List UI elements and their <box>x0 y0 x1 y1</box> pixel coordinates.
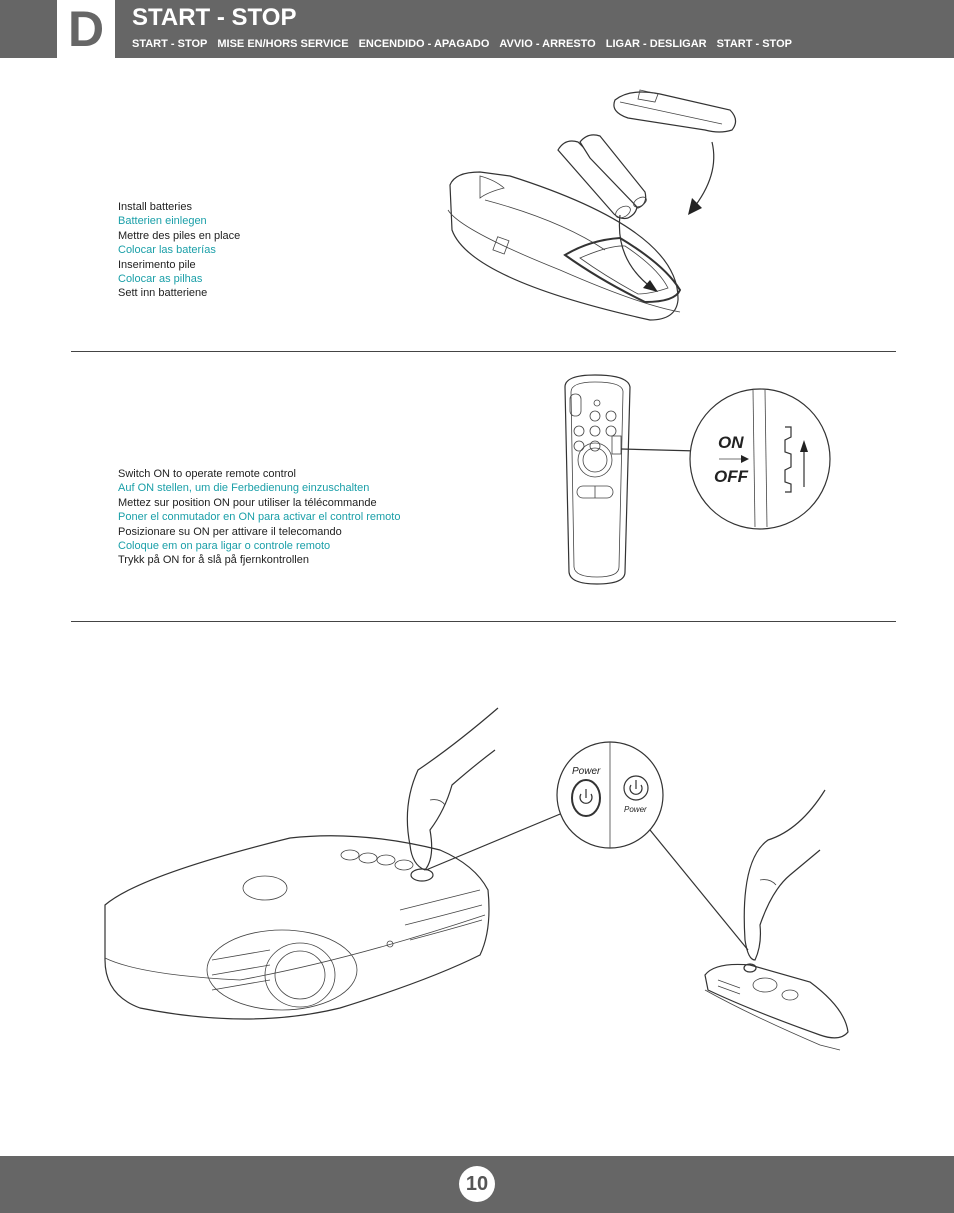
subtitle-it: AVVIO - ARRESTO <box>499 38 596 50</box>
remote-power-label: Power <box>624 805 647 814</box>
divider-1 <box>71 351 896 352</box>
remote-switch-illustration <box>555 372 895 587</box>
power-on-illustration <box>100 690 860 1060</box>
step1-instructions <box>118 200 240 301</box>
step2-instructions <box>118 467 400 568</box>
step1-line-fr: Mettre des piles en place <box>118 229 241 242</box>
projector-power-label: Power <box>572 766 601 777</box>
page-title: START - STOP <box>132 4 297 31</box>
projector-icon <box>105 836 489 1019</box>
subtitle-en: START - STOP <box>132 38 208 50</box>
step2-line-en: Switch ON to operate remote control <box>118 468 296 480</box>
step1-line-de: Batterien einlegen <box>118 215 207 228</box>
step1-line-pt: Colocar as pilhas <box>118 273 203 286</box>
section-letter-box <box>57 0 115 58</box>
step2-line-de: Auf ON stellen, um die Ferbedienung einzuschalten <box>118 482 370 495</box>
step2-line-es: Poner el conmutador en ON para activar el control remoto <box>118 511 401 524</box>
section-letter: D <box>67 1 105 57</box>
step1-line-en: Install batteries <box>118 201 192 213</box>
subtitle-no: START - STOP <box>716 38 792 50</box>
step1-line-it: Inserimento pile <box>118 258 196 271</box>
switch-zoom-circle <box>690 389 830 529</box>
header-bar <box>0 0 954 58</box>
step1-line-no: Sett inn batteriene <box>118 287 208 300</box>
step1-line-es: Colocar las baterías <box>118 244 216 257</box>
battery-install-illustration <box>440 80 750 330</box>
subtitle-es: ENCENDIDO - APAGADO <box>358 38 490 50</box>
remote-control-icon <box>705 964 848 1050</box>
step2-line-no: Trykk på ON for å slå på fjernkontrollen <box>118 554 309 567</box>
step2-line-it: Posizionare su ON per attivare il telecomando <box>118 525 342 538</box>
remote-control-icon <box>565 375 630 584</box>
switch-off-label: OFF <box>714 467 748 486</box>
subtitle-row <box>132 38 792 50</box>
divider-2 <box>71 621 896 622</box>
step2-line-pt: Coloque em on para ligar o controle remoto <box>118 540 331 553</box>
page-number: 10 <box>459 1166 495 1202</box>
step2-line-fr: Mettez sur position ON pour utiliser la télécommande <box>118 496 377 509</box>
switch-on-label: ON <box>718 433 744 452</box>
subtitle-pt: LIGAR - DESLIGAR <box>605 38 707 50</box>
subtitle-fr: MISE EN/HORS SERVICE <box>217 38 349 50</box>
